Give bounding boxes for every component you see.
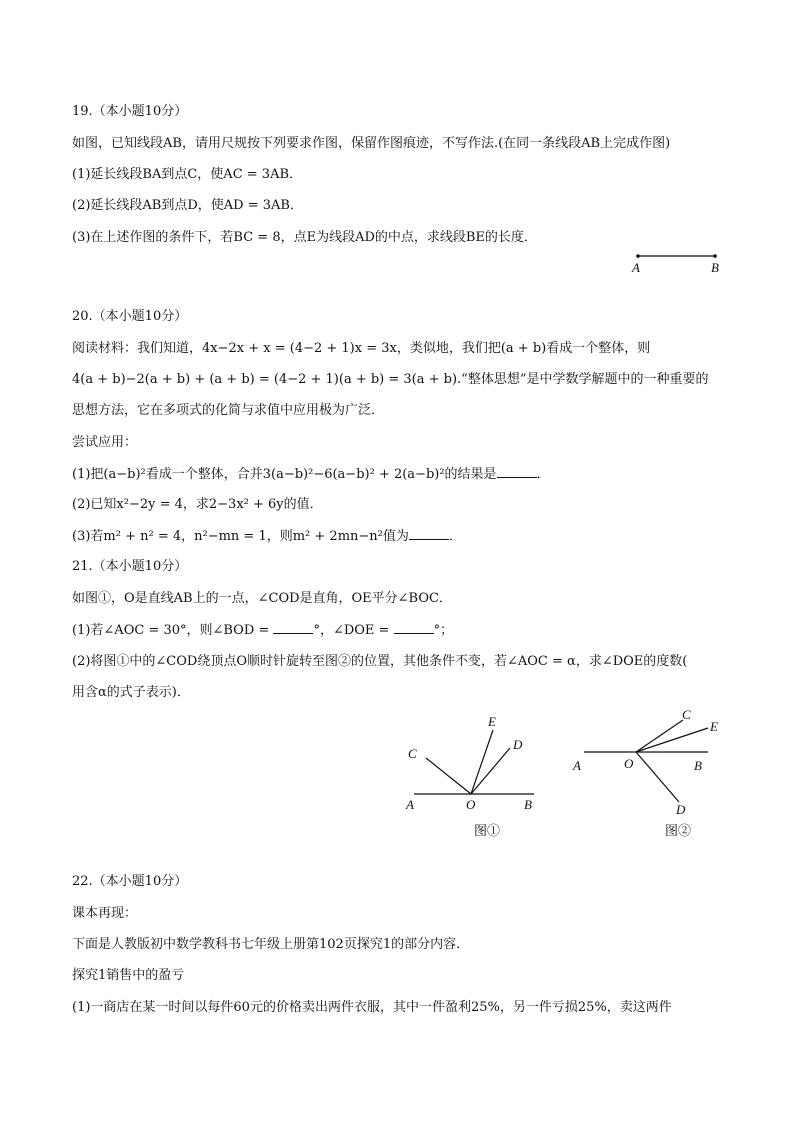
q20-part1-end: ． — [536, 467, 550, 482]
fig2-label-e: E — [710, 719, 718, 734]
q22-line1: 课本再现： — [72, 906, 138, 921]
q20-line3: 思想方法，它在多项式的化简与求值中应用极为广泛． — [72, 403, 385, 418]
q19-part2: (2)延长线段AB到点D，使AD = 3AB． — [72, 198, 303, 213]
q21-part1 — [72, 621, 453, 640]
q22-line3: 探究1销售中的盈亏 — [72, 968, 185, 983]
fig1-label-e: E — [488, 714, 496, 729]
fig2-label-a: A — [573, 758, 581, 773]
q21-figure-2 — [568, 700, 728, 840]
fig1-label-d: D — [513, 737, 523, 752]
fig2-label-c: C — [682, 707, 691, 722]
q22-line4: (1)一商店在某一时间以每件60元的价格卖出两件衣服，其中一件盈利25%，另一件亏损25%，卖这两件 — [72, 1000, 672, 1015]
q21-part1-mid: °，∠DOE = — [313, 623, 390, 638]
q20-part2: (2)已知x²−2y = 4，求2−3x² + 6y的值． — [72, 497, 323, 512]
q20-part3-end: ． — [448, 529, 462, 544]
q19-part3: (3)在上述作图的条件下，若BC = 8，点E为线段AD的中点，求线段BE的长度． — [72, 230, 537, 245]
q21-header: 21.（本小题10分） — [72, 559, 188, 574]
q21-line1: 如图①，O是直线AB上的一点，∠COD是直角，OE平分∠BOC． — [72, 591, 452, 606]
fig1-label-c: C — [408, 746, 417, 761]
q22-header: 22.（本小题10分） — [72, 874, 188, 889]
q19-figure-segment-ab — [620, 248, 730, 278]
fig1-label-a: A — [406, 797, 414, 812]
q20-part3-blank — [409, 527, 449, 540]
q21-part1-text: (1)若∠AOC = 30°，则∠BOD = — [72, 623, 270, 638]
q21-part1-end: °； — [433, 623, 454, 638]
q20-part1-text: (1)把(a−b)²看成一个整体，合并3(a−b)²−6(a−b)² + 2(a−b)²的结果是 — [72, 467, 497, 482]
fig2-label-o: O — [624, 756, 634, 771]
q20-header: 20.（本小题10分） — [72, 309, 188, 324]
q21-blank-doe — [394, 621, 434, 634]
q21-figure-1 — [398, 710, 548, 840]
q21-part2-cont: 用含α的式子表示)． — [72, 685, 190, 700]
fig1-caption: 图① — [474, 823, 501, 838]
q20-line2: 4(a + b)−2(a + b) + (a + b) = (4−2 + 1)(a + b) = 3(a + b).“整体思想”是中学数学解题中的一种重要的 — [72, 372, 709, 387]
q19-part1: (1)延长线段BA到点C，使AC = 3AB． — [72, 167, 303, 182]
q19-text: 如图，已知线段AB，请用尺规按下列要求作图，保留作图痕迹，不写作法.(在同一条线段AB上完成作图) — [72, 136, 671, 151]
q20-part3-text: (3)若m² + n² = 4，n²−mn = 1，则m² + 2mn−n²值为 — [72, 529, 409, 544]
q20-line1: 阅读材料：我们知道，4x−2x + x = (4−2 + 1)x = 3x，类似地，我们把(a + b)看成一个整体，则 — [72, 341, 651, 356]
q21-part2: (2)将图①中的∠COD绕顶点O顺时针旋转至图②的位置，其他条件不变，若∠AOC = α，求∠DOE的度数( — [72, 654, 688, 669]
fig2-label-b: B — [694, 758, 702, 773]
q19-label-b: B — [711, 260, 719, 275]
q19-header: 19.（本小题10分） — [72, 104, 188, 119]
q20-part1-blank — [497, 465, 537, 478]
fig2-label-d: D — [676, 802, 686, 817]
q19-label-a: A — [632, 260, 640, 275]
q21-blank-bod — [273, 621, 313, 634]
q20-part1 — [72, 465, 550, 484]
q20-try-label: 尝试应用： — [72, 435, 138, 450]
q20-part3 — [72, 527, 462, 546]
q22-line2: 下面是人教版初中数学教科书七年级上册第102页探究1的部分内容． — [72, 937, 470, 952]
fig1-label-b: B — [524, 797, 532, 812]
fig2-caption: 图② — [665, 823, 692, 838]
fig1-label-o: O — [466, 797, 476, 812]
